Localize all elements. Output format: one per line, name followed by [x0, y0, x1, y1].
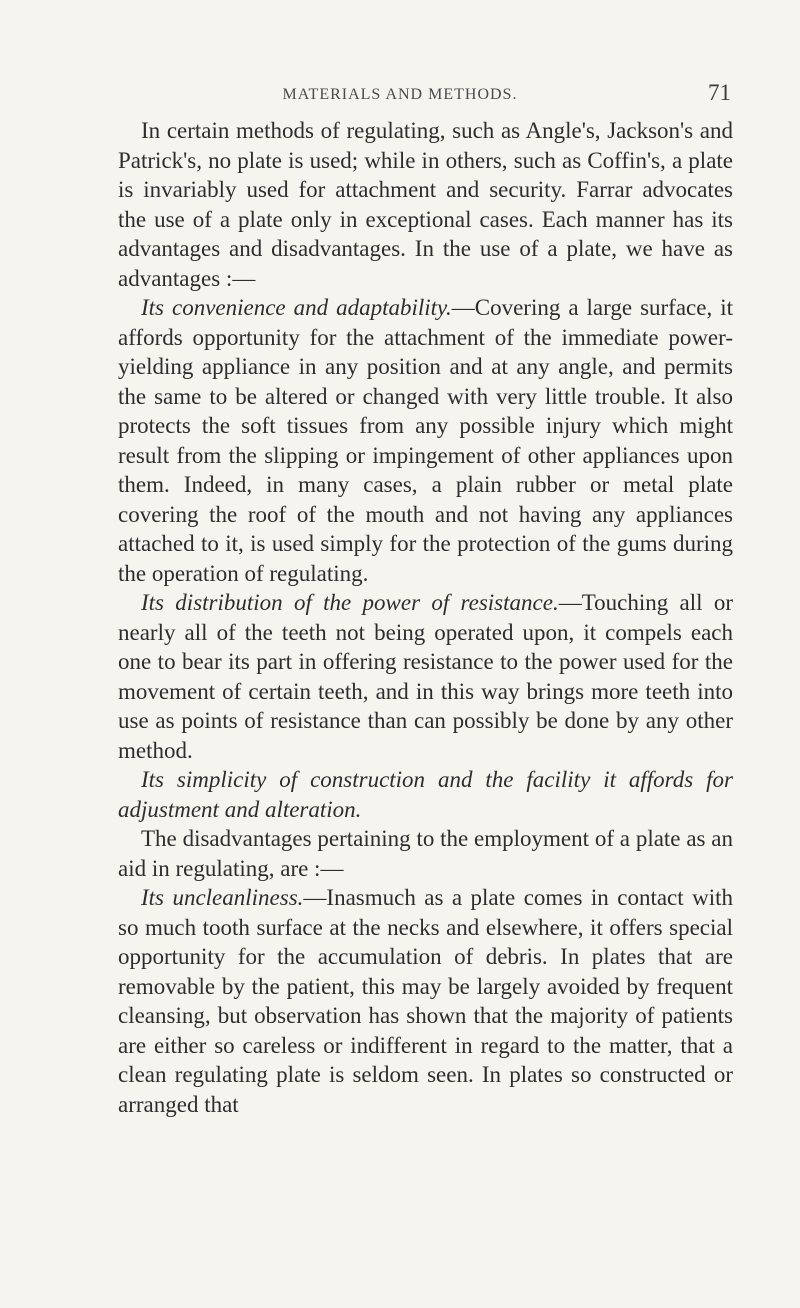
paragraph [118, 883, 733, 1119]
paragraph [118, 293, 733, 588]
page-number: 71 [708, 80, 731, 105]
paragraph-text: —Covering a large surface, it affords opportunity for the attachment of the immediate power-yielding appliance in any position and at any angle, and permits the same to be altered or changed with very little trouble. It also protects the soft tissues from any possible injury which might result from the slipping or impingement of other appliances upon them. Indeed, in many cases, a plain rubber or metal plate covering the roof of the mouth and not having any appliances attached to it, is used simply for the protection of the gums during the operation of regulating. [118, 295, 733, 586]
paragraph-text: In certain methods of regulating, such as Angle's, Jackson's and Patrick's, no plate is used; while in others, such as Coffin's, a plate is invariably used for attachment and security. Farrar advocates the use of a plate only in exceptional cases. Each manner has its advantages and disadvantages. In the use of a plate, we have as advantages :— [118, 118, 733, 291]
paragraph [118, 588, 733, 765]
paragraph [118, 765, 733, 824]
running-title: MATERIALS AND METHODS. [282, 86, 518, 103]
paragraph-text: The disadvantages pertaining to the employment of a plate as an aid in regulating, are :— [118, 826, 733, 881]
paragraph [118, 824, 733, 883]
paragraph-lead: Its distribution of the power of resistance. [141, 590, 559, 615]
body-text [118, 116, 733, 1119]
paragraph-lead: Its convenience and adaptability. [141, 295, 452, 320]
paragraph [118, 116, 733, 293]
paragraph-lead: Its uncleanliness. [141, 885, 304, 910]
paragraph-text: —Inasmuch as a plate comes in contact with so much tooth surface at the necks and elsewhere, it offers special opportunity for the accumulation of debris. In plates that are removable by the patient, this may be largely avoided by frequent cleansing, but observation has shown that the majority of patients are either so careless or indifferent in regard to the matter, that a clean regulating plate is seldom seen. In plates so constructed or arranged that [118, 885, 733, 1117]
paragraph-lead: Its simplicity of construction and the facility it affords for adjustment and alteration. [118, 767, 733, 822]
paragraph-text: —Touching all or nearly all of the teeth not being operated upon, it compels each one to bear its part in offering resistance to the power used for the movement of certain teeth, and in this way brings more teeth into use as points of resistance than can possibly be done by any other method. [118, 590, 733, 763]
